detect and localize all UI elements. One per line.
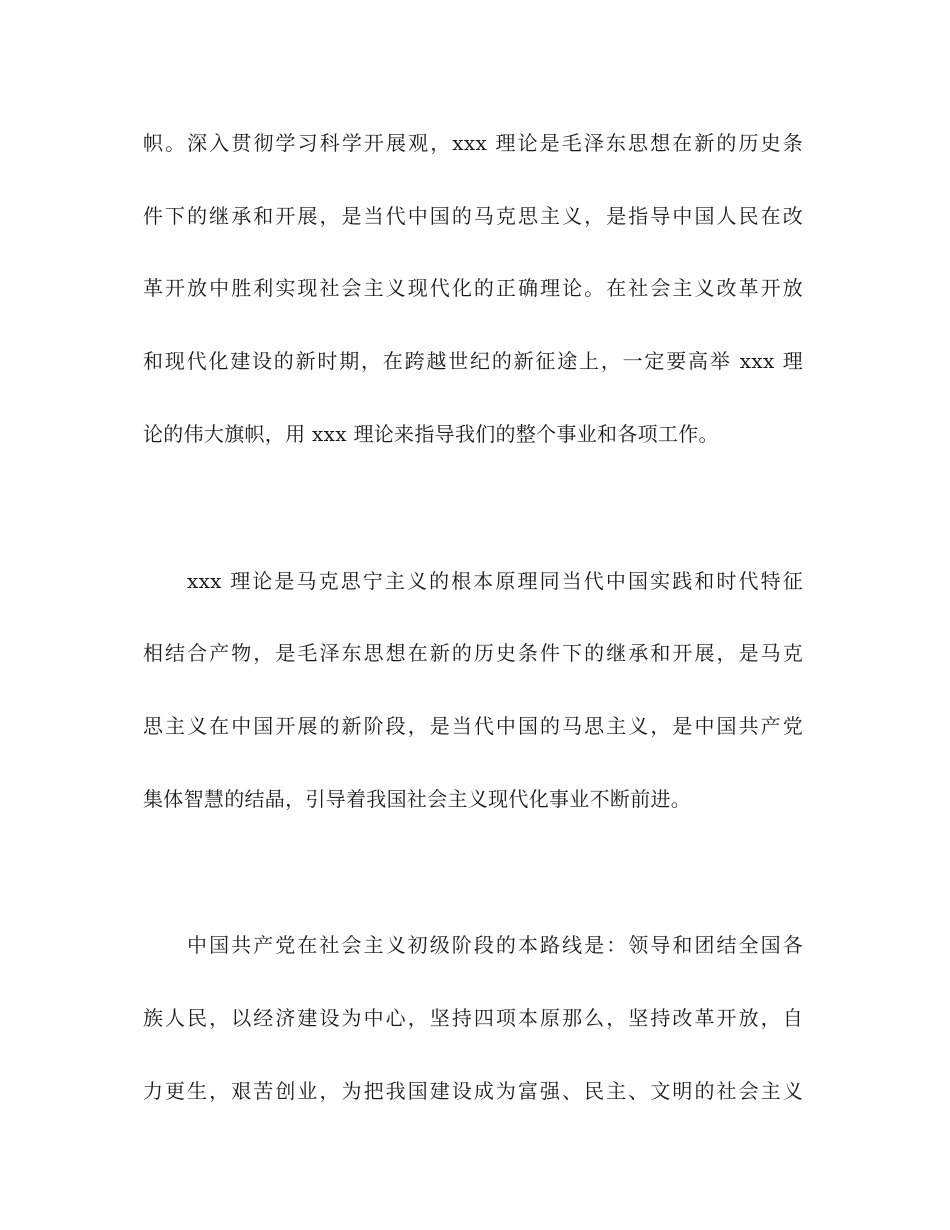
text-line: 帜。深入贯彻学习科学开展观，xxx 理论是毛泽东思想在新的历史条 — [143, 131, 803, 155]
text-line: 族人民，以经济建设为中心，坚持四项本原那么，坚持改革开放，自 — [143, 1006, 803, 1030]
text-line: 思主义在中国开展的新阶段，是当代中国的马思主义，是中国共产党 — [143, 714, 803, 738]
text-line: 件下的继承和开展，是当代中国的马克思主义，是指导中国人民在改 — [143, 204, 803, 228]
text-line: 相结合产物，是毛泽东思想在新的历史条件下的继承和开展，是马克 — [143, 641, 803, 665]
text-line: 革开放中胜利实现社会主义现代化的正确理论。在社会主义改革开放 — [143, 276, 803, 300]
text-line: 集体智慧的结晶，引导着我国社会主义现代化事业不断前进。 — [143, 787, 692, 811]
text-line: 中国共产党在社会主义初级阶段的本路线是：领导和团结全国各 — [187, 933, 803, 957]
text-line: 力更生，艰苦创业，为把我国建设成为富强、民主、文明的社会主义 — [143, 1079, 803, 1103]
text-line: 论的伟大旗帜，用 xxx 理论来指导我们的整个事业和各项工作。 — [143, 422, 719, 446]
text-line: 和现代化建设的新时期，在跨越世纪的新征途上，一定要高举 xxx 理 — [143, 349, 803, 373]
text-line: xxx 理论是马克思宁主义的根本原理同当代中国实践和时代特征 — [187, 569, 803, 593]
